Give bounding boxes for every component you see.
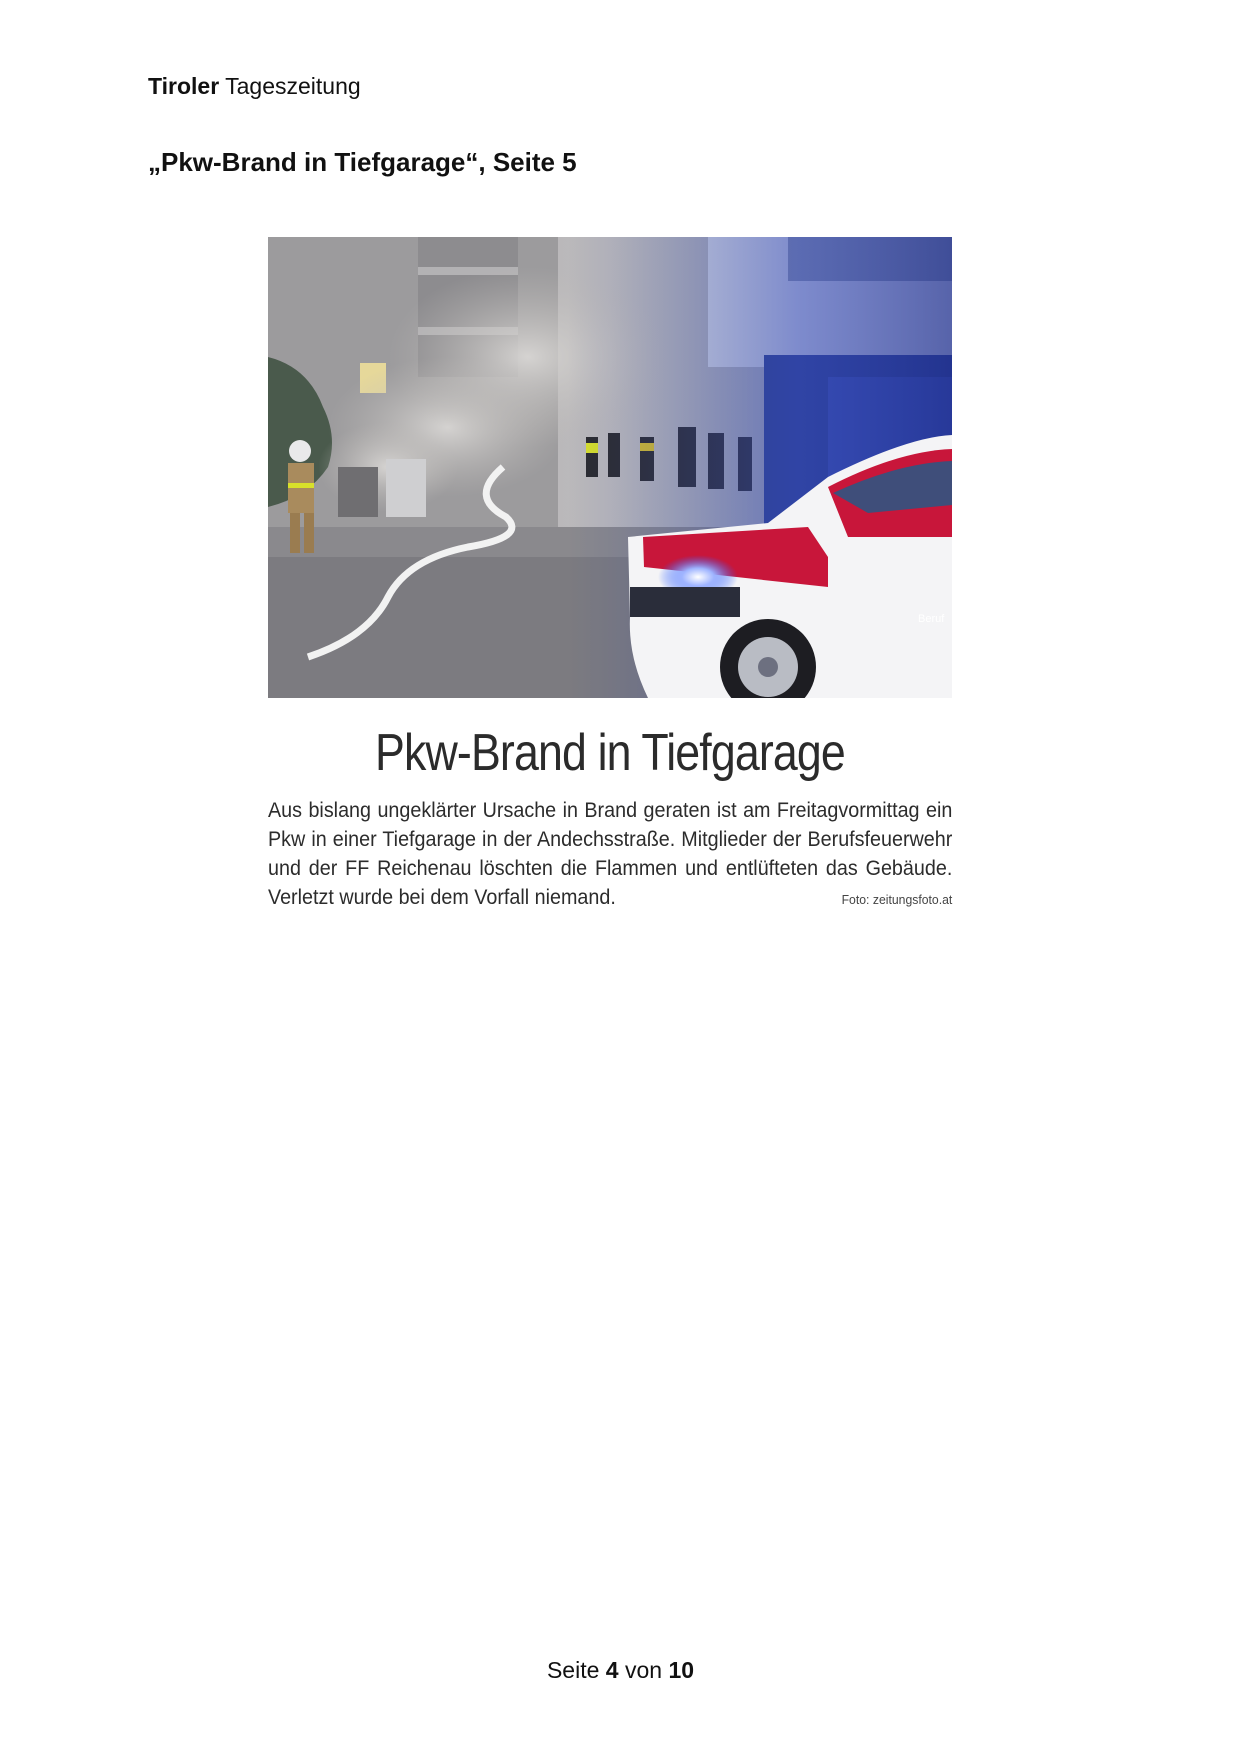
vehicle-lettering: Beruf xyxy=(918,613,945,625)
article-body-text: Aus bislang ungeklärter Ursache in Brand geraten ist am Freitagvormittag ein Pkw in einer Tiefgarage in der Andechsstraße. Mitglieder der Berufsfeuerwehr und der FF Reichenau löschten die Flammen und entlüfteten das Gebäude. Verletzt wurde bei dem Vorfall niemand. xyxy=(268,799,953,909)
page-middle: von xyxy=(624,1657,663,1683)
publication-name-rest: Tageszeitung xyxy=(225,73,361,99)
page-prefix: Seite xyxy=(546,1657,600,1683)
page-total: 10 xyxy=(668,1657,695,1683)
page-current: 4 xyxy=(605,1657,619,1683)
clip-title: „Pkw-Brand in Tiefgarage“, Seite 5 xyxy=(148,147,577,177)
article-photo xyxy=(268,237,952,698)
photo-credit: Foto: zeitungsfoto.at xyxy=(841,892,953,907)
publication-name-bold: Tiroler xyxy=(148,73,220,99)
publication-name xyxy=(148,72,361,100)
newspaper-clipping xyxy=(268,237,952,914)
article-body xyxy=(268,796,952,912)
article-headline: Pkw-Brand in Tiefgarage xyxy=(375,724,845,782)
page-number xyxy=(0,1656,1241,1684)
